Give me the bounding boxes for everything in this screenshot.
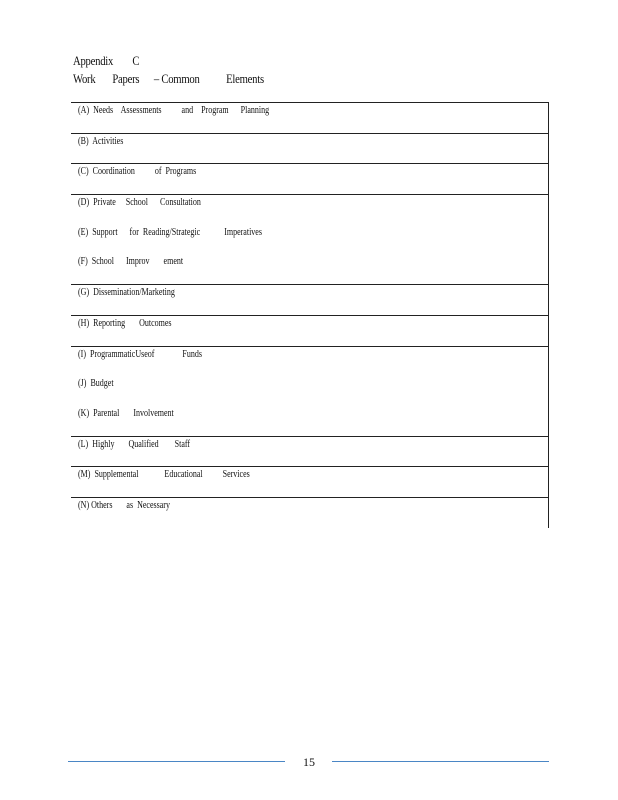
row-label: (K) Parental Involvement bbox=[78, 407, 174, 419]
appendix-subtitle: Work Papers – Common Elements bbox=[73, 71, 264, 86]
table-group bbox=[71, 316, 548, 347]
table-group bbox=[71, 498, 548, 528]
table-row bbox=[71, 406, 548, 436]
table-row bbox=[71, 437, 548, 467]
table-group bbox=[71, 164, 548, 195]
table-group bbox=[71, 134, 548, 165]
row-label: (N) Others as Necessary bbox=[78, 499, 170, 511]
row-label: (D) Private School Consultation bbox=[78, 197, 201, 209]
row-label: (J) Budget bbox=[78, 378, 114, 390]
table-row bbox=[71, 195, 548, 225]
footer-rule-right bbox=[332, 761, 549, 762]
table-row bbox=[71, 285, 548, 315]
table-group bbox=[71, 285, 548, 316]
table-group bbox=[71, 437, 548, 468]
row-label: (B) Activities bbox=[78, 135, 124, 147]
row-label: (F) School Improv ement bbox=[78, 256, 184, 268]
table-row bbox=[71, 347, 548, 377]
table-row bbox=[71, 376, 548, 406]
page-number: 15 bbox=[303, 755, 315, 769]
table-row bbox=[71, 134, 548, 164]
row-label: (H) Reporting Outcomes bbox=[78, 317, 172, 329]
table-row bbox=[71, 316, 548, 346]
table-row bbox=[71, 254, 548, 284]
row-label: (I) ProgrammaticUseof Funds bbox=[78, 348, 202, 360]
table-group bbox=[71, 195, 548, 285]
row-label: (L) Highly Qualified Staff bbox=[78, 438, 191, 450]
row-label: (M) Supplemental Educational Services bbox=[78, 469, 250, 481]
table-group bbox=[71, 467, 548, 498]
elements-table bbox=[71, 102, 549, 528]
table-group bbox=[71, 347, 548, 437]
table-row bbox=[71, 225, 548, 255]
row-label: (G) Dissemination/Marketing bbox=[78, 287, 175, 299]
appendix-title: Appendix C bbox=[73, 53, 140, 68]
row-label: (E) Support for Reading/Strategic Imperatives bbox=[78, 226, 262, 238]
table-row bbox=[71, 467, 548, 497]
table-row bbox=[71, 498, 548, 528]
row-label: (C) Coordination of Programs bbox=[78, 166, 197, 178]
footer-rule-left bbox=[68, 761, 285, 762]
table-row bbox=[71, 164, 548, 194]
row-label: (A) Needs Assessments and Program Planning bbox=[78, 105, 270, 116]
table-row bbox=[71, 103, 548, 133]
table-group bbox=[71, 103, 548, 134]
